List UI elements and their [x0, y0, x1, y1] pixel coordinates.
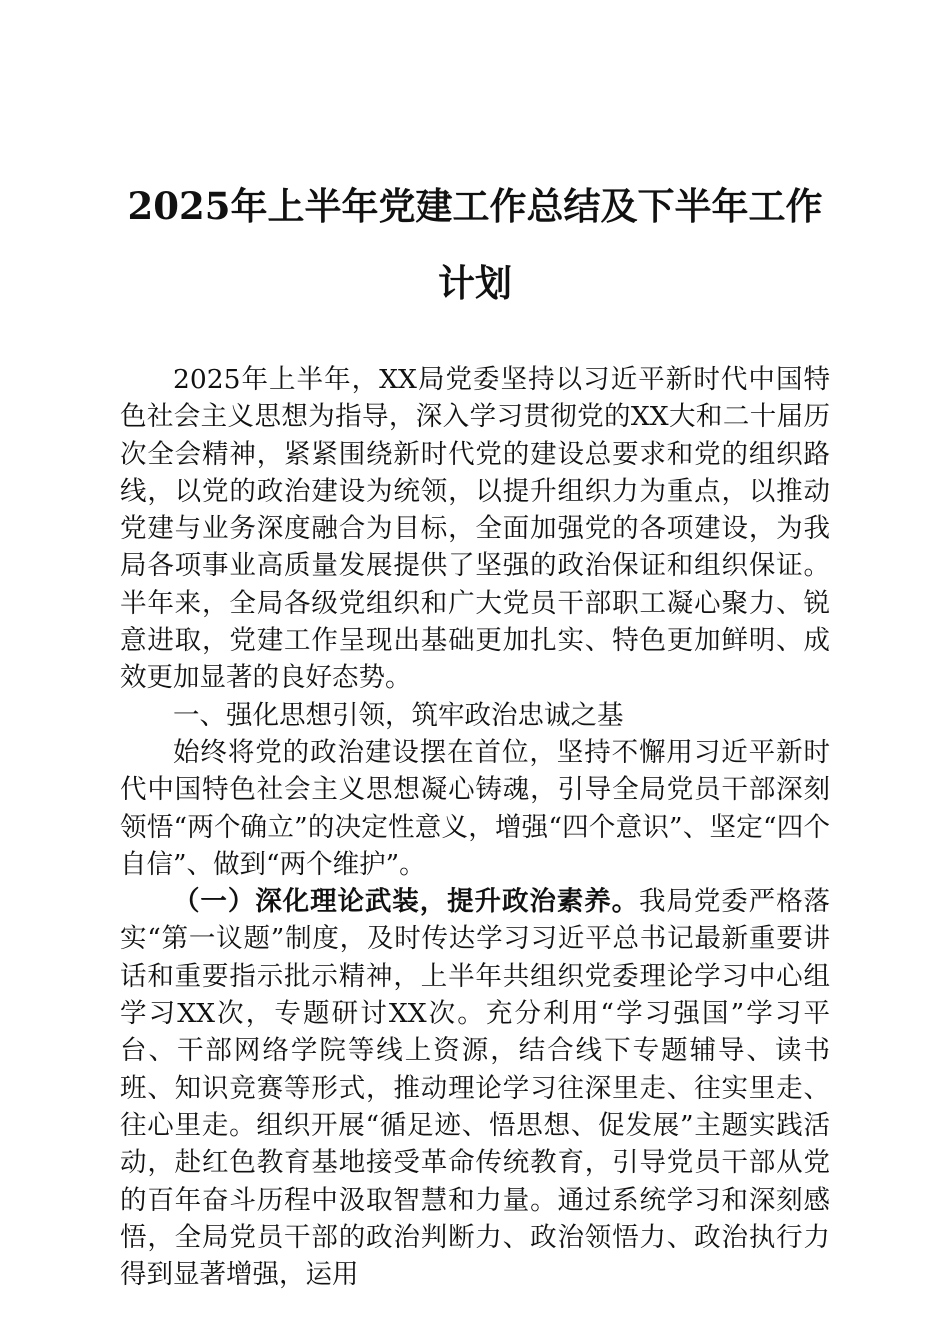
document-title: 2025年上半年党建工作总结及下半年工作计划	[127, 184, 823, 305]
intro-paragraph: 2025年上半年，XX局党委坚持以习近平新时代中国特色社会主义思想为指导，深入学习贯彻党的XX大和二十届历次全会精神，紧紧围绕新时代党的建设总要求和党的组织路线，以党的政治建设为统领，以提升组织力为重点，以推动党建与业务深度融合为目标，全面加强党的各项建设，为我局各项事业高质量发展提供了坚强的政治保证和组织保证。半年来，全局各级党组织和广大党员干部职工凝心聚力、锐意进取，党建工作呈现出基础更加扎实、特色更加鲜明、成效更加显著的良好态势。	[120, 364, 830, 694]
subsection-1-lead: （一）深化理论武装，提升政治素养。	[173, 886, 640, 918]
subsection-1-body: 我局党委严格落实“第一议题”制度，及时传达学习习近平总书记最新重要讲话和重要指示批示精神，上半年共组织党委理论学习中心组学习XX次，专题研讨XX次。充分利用“学习强国”学习平台、干部网络学院等线上资源，结合线下专题辅导、读书班、知识竞赛等形式，推动理论学习往深里走、往实里走、往心里走。组织开展“循足迹、悟思想、促发展”主题实践活动，赴红色教育基地接受革命传统教育，引导党员干部从党的百年奋斗历程中汲取智慧和力量。通过系统学习和深刻感悟，全局党员干部的政治判断力、政治领悟力、政治执行力得到显著增强，运用	[120, 886, 831, 1291]
subsection-1-paragraph	[120, 883, 830, 1293]
section-heading-1: 一、强化思想引领，筑牢政治忠诚之基	[173, 699, 624, 731]
document-body	[120, 361, 830, 1293]
section-1-paragraph: 始终将党的政治建设摆在首位，坚持不懈用习近平新时代中国特色社会主义思想凝心铸魂，引导全局党员干部深刻领悟“两个确立”的决定性意义，增强“四个意识”、坚定“四个自信”、做到“两个维护”。	[120, 736, 830, 880]
